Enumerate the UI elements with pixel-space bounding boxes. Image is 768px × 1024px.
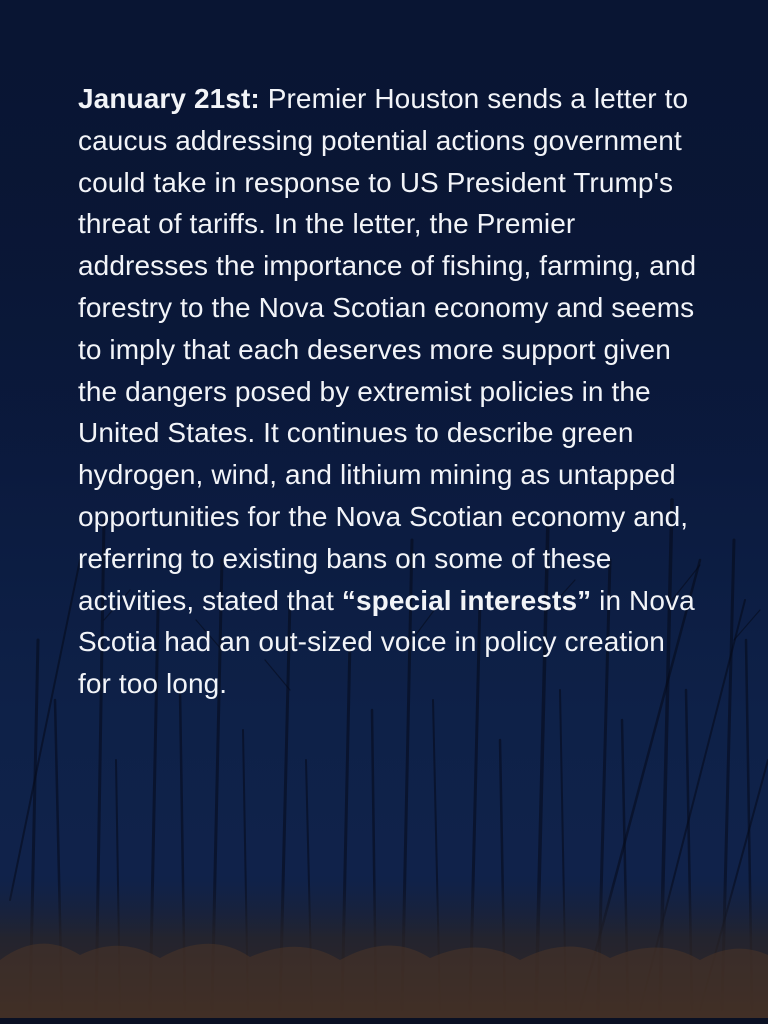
body-text-part-1: Premier Houston sends a letter to caucus addressing potential actions government could take in response to US President Trump's threat of tariffs. In the letter, the Premier addresses the importance of fishing, farming, and forestry to the Nova Scotian economy and seems to imply that each deserves more support given the dangers posed by extremist policies in the United States. It continues to describe green hydrogen, wind, and lithium mining as untapped opportunities for the Nova Scotian economy and, referring to existing bans on some of these activities, stated that — [78, 83, 697, 616]
bottom-edge-bar — [0, 1018, 768, 1024]
post-body-text — [78, 78, 698, 705]
date-label: January 21st: — [78, 83, 260, 114]
highlight-phrase: “special interests” — [341, 584, 592, 616]
body-text-part-2: in Nova Scotia had an out-sized voice in policy creation for too long. — [78, 584, 695, 700]
